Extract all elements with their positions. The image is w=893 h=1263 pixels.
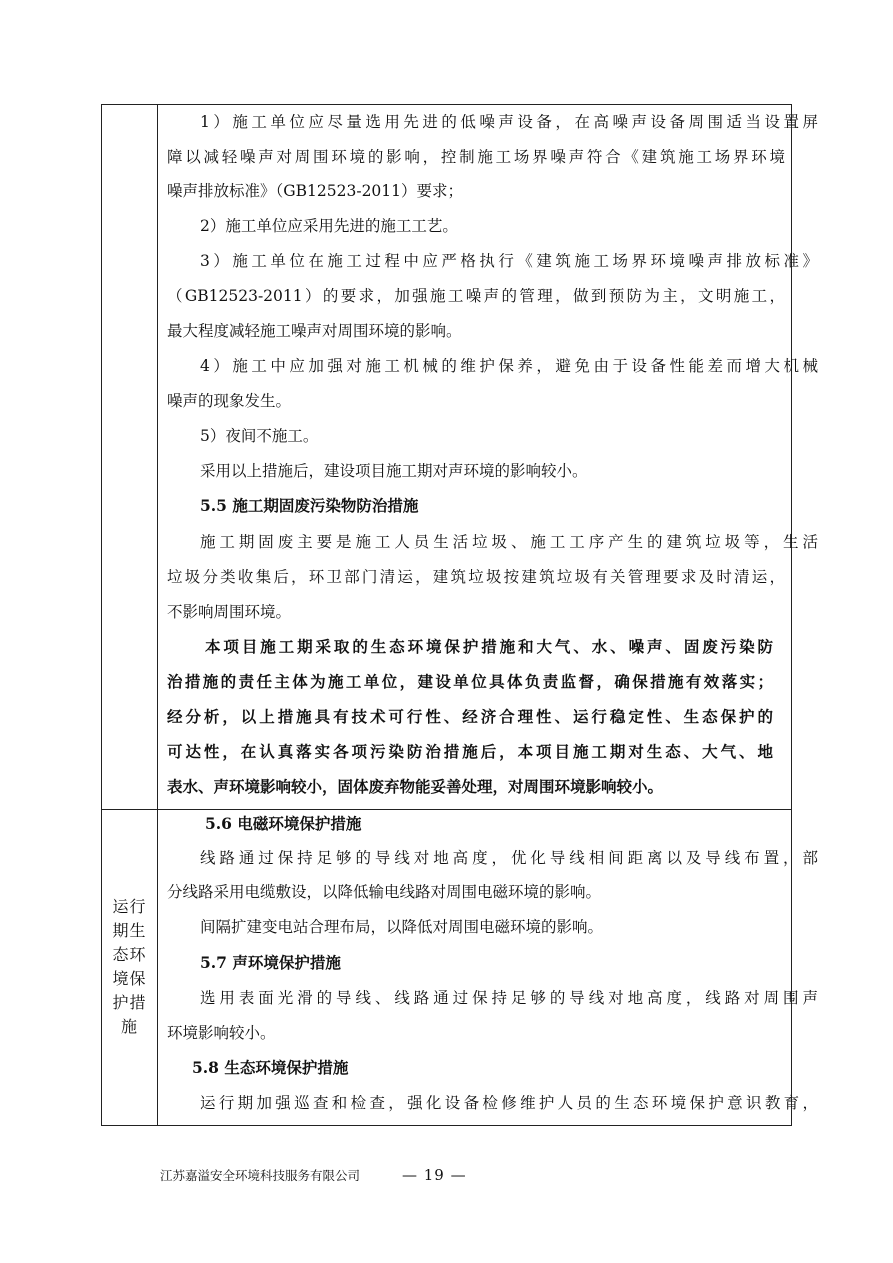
- section-heading: 5.7 声环境保护措施: [200, 953, 341, 972]
- text-line: 施工期固废主要是施工人员生活垃圾、施工工序产生的建筑垃圾等，生活: [200, 533, 818, 551]
- conclusion-line: 本项目施工期采取的生态环境保护措施和大气、水、噪声、固废污染防: [205, 637, 773, 656]
- text-line: 障以减轻噪声对周围环境的影响，控制施工场界噪声符合《建筑施工场界环境: [167, 148, 785, 166]
- text-line: 运行期加强巡查和检查，强化设备检修维护人员的生态环境保护意识教育，: [200, 1094, 818, 1112]
- text-line: 3）施工单位在施工过程中应严格执行《建筑施工场界环境噪声排放标准》: [200, 252, 818, 270]
- text-line: 采用以上措施后，建设项目施工期对声环境的影响较小。: [200, 462, 588, 480]
- text-line: 线路通过保持足够的导线对地高度，优化导线相间距离以及导线布置，部: [200, 849, 818, 867]
- text-line: 选用表面光滑的导线、线路通过保持足够的导线对地高度，线路对周围声: [200, 989, 818, 1007]
- text-line: 噪声的现象发生。: [167, 392, 292, 410]
- row-header-cell: [102, 809, 157, 1125]
- conclusion-line: 治措施的责任主体为施工单位，建设单位具体负责监督，确保措施有效落实；: [167, 672, 773, 691]
- section-heading: 5.8 生态环境保护措施: [192, 1058, 349, 1077]
- conclusion-line: 经分析，以上措施具有技术可行性、经济合理性、运行稳定性、生态保护的: [167, 707, 773, 726]
- text-line: 间隔扩建变电站合理布局，以降低对周围电磁环境的影响。: [200, 918, 604, 936]
- row-header-label: 运行期生态环境保护措施: [112, 897, 147, 1036]
- text-line: 1）施工单位应尽量选用先进的低噪声设备，在高噪声设备周围适当设置屏: [200, 113, 818, 131]
- column-divider: [157, 105, 158, 1125]
- text-line: 最大程度减轻施工噪声对周围环境的影响。: [167, 322, 462, 340]
- footer-company: 江苏嘉溢安全环境科技服务有限公司: [160, 1168, 361, 1183]
- row-divider: [102, 809, 791, 810]
- text-line: 不影响周围环境。: [167, 603, 292, 621]
- text-line: 4）施工中应加强对施工机械的维护保养，避免由于设备性能差而增大机械: [200, 357, 818, 375]
- section-heading: 5.6 电磁环境保护措施: [205, 814, 362, 833]
- text-line: 环境影响较小。: [167, 1024, 276, 1042]
- text-line: （GB12523-2011）的要求，加强施工噪声的管理，做到预防为主，文明施工，: [167, 287, 785, 305]
- text-line: 分线路采用电缆敷设，以降低输电线路对周围电磁环境的影响。: [167, 883, 602, 901]
- conclusion-line: 表水、声环境影响较小，固体废弃物能妥善处理，对周围环境影响较小。: [167, 777, 664, 796]
- text-line: 噪声排放标准》（GB12523-2011）要求；: [167, 182, 464, 200]
- conclusion-line: 可达性，在认真落实各项污染防治措施后，本项目施工期对生态、大气、地: [167, 742, 773, 761]
- text-line: 2）施工单位应采用先进的施工工艺。: [200, 217, 458, 235]
- section-heading: 5.5 施工期固废污染物防治措施: [200, 496, 419, 515]
- page-number: — 19 —: [402, 1166, 467, 1184]
- text-line: 5）夜间不施工。: [200, 427, 319, 445]
- text-line: 垃圾分类收集后，环卫部门清运，建筑垃圾按建筑垃圾有关管理要求及时清运，: [167, 568, 785, 586]
